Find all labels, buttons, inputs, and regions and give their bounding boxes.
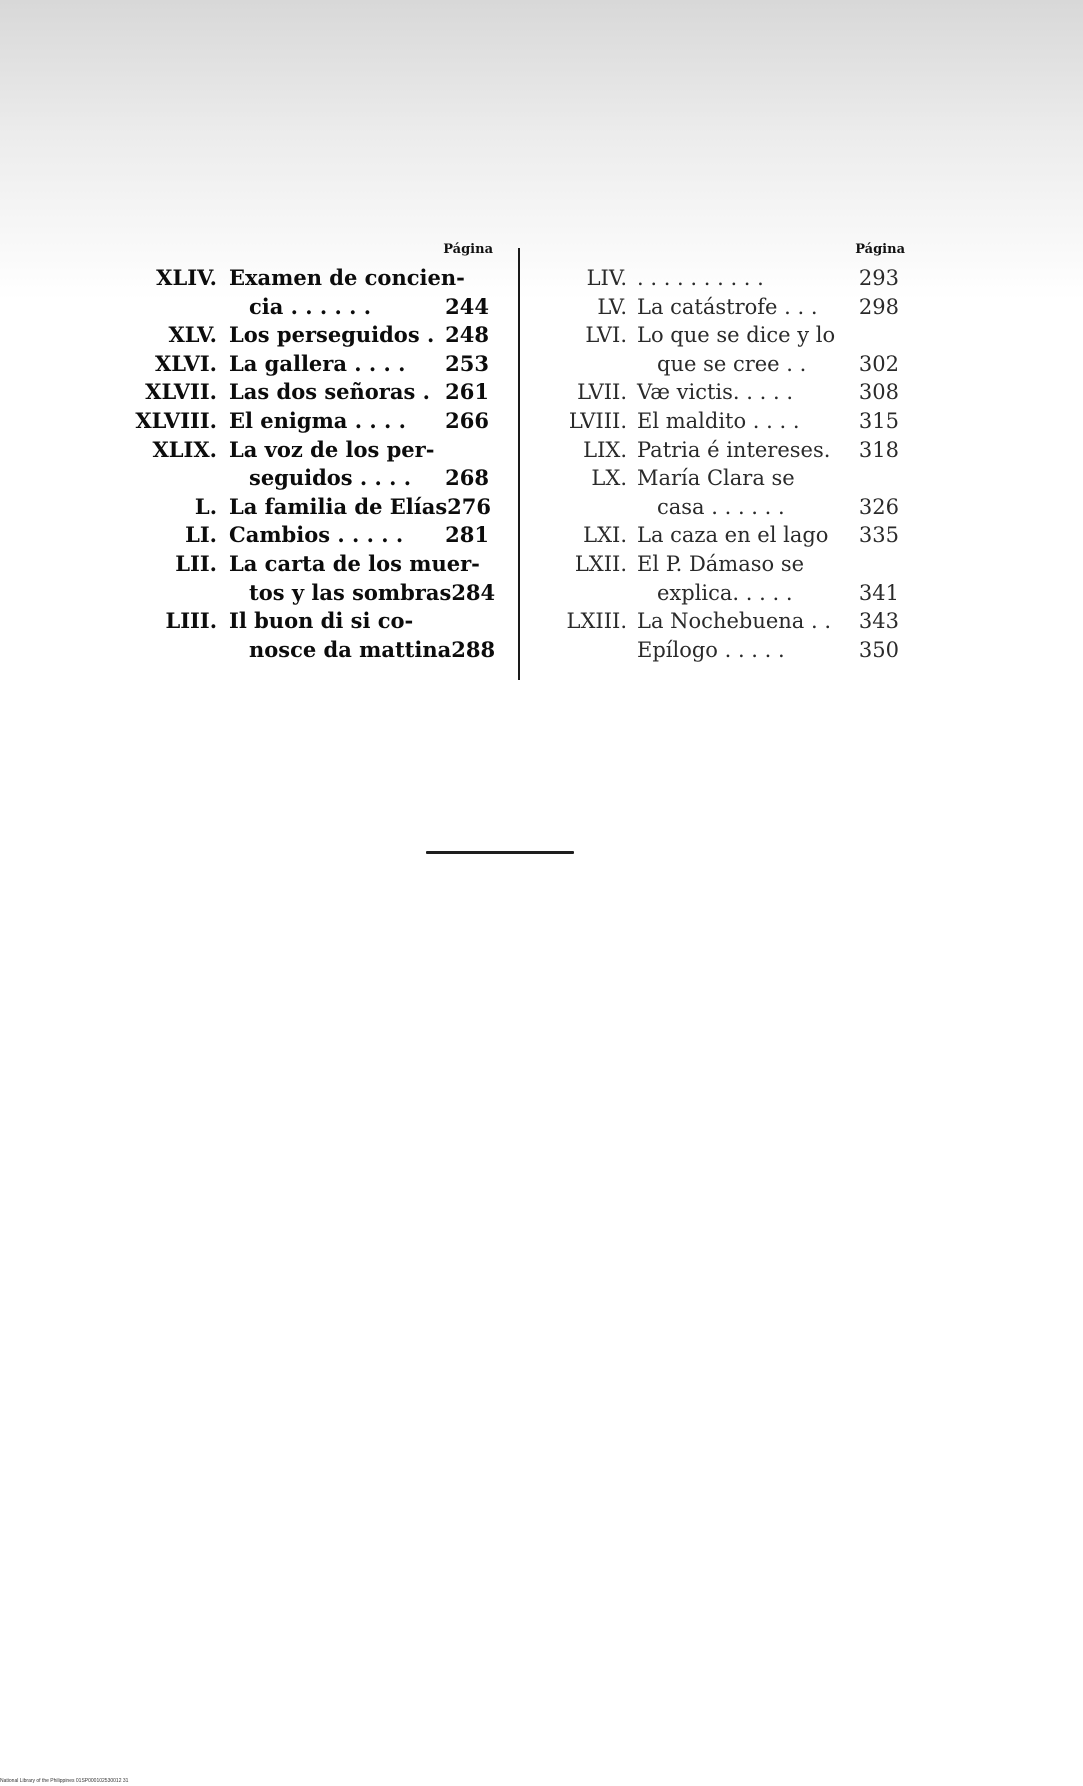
end-rule [426, 851, 574, 854]
chapter-title-block [229, 493, 489, 522]
page-number: 281 [445, 522, 489, 548]
chapter-title-block [637, 636, 899, 665]
toc-entry [553, 293, 933, 322]
chapter-title-block [637, 321, 899, 378]
chapter-title-line [637, 579, 899, 608]
chapter-title-block [637, 407, 899, 436]
chapter-title-text: La catástrofe . . . [637, 294, 818, 319]
chapter-number: LVIII. [568, 408, 627, 433]
chapter-title-line [637, 521, 899, 550]
chapter-title-line [637, 607, 899, 636]
chapter-title-text: cia . . . . . . [249, 293, 372, 319]
page-number: 350 [858, 637, 899, 662]
chapter-title-line [637, 321, 899, 350]
chapter-title-text: Patria é intereses. [637, 437, 831, 462]
toc-entry [553, 436, 933, 465]
chapter-title-line [637, 293, 899, 322]
chapter-title-text: Cambios . . . . . [229, 522, 404, 548]
chapter-title-text: seguidos . . . . [249, 465, 412, 491]
chapter-title-text: . . . . . . . . . . [637, 266, 764, 290]
toc-entry [553, 607, 933, 636]
chapter-number: LIV. [586, 266, 627, 290]
page-number: 248 [445, 322, 489, 348]
chapter-title-block [229, 407, 489, 436]
page-column-header: Página [443, 241, 493, 257]
chapter-number: XLV. [168, 322, 217, 348]
page-number: 268 [445, 465, 489, 491]
chapter-title-text: tos y las sombras [249, 579, 452, 605]
toc-entry [553, 636, 933, 665]
chapter-title-text: La caza en el lago [637, 523, 829, 548]
page-number: 261 [445, 379, 489, 405]
chapter-title-line [229, 293, 489, 322]
toc-entry [553, 521, 933, 550]
chapter-title-line [229, 636, 496, 665]
page-number: 288 [451, 636, 496, 662]
toc-entry [553, 464, 933, 521]
chapter-number: LVII. [577, 380, 627, 405]
chapter-title-text: Lo que se dice y lo [637, 323, 836, 348]
toc-entry [125, 493, 505, 522]
chapter-title-block [637, 521, 899, 550]
chapter-title-block [637, 436, 899, 465]
chapter-title-text: La familia de Elías [229, 493, 448, 519]
chapter-title-text: Væ victis. . . . . [637, 380, 794, 405]
page-number: 318 [858, 437, 899, 462]
chapter-title-line [637, 464, 899, 493]
chapter-number: LX. [591, 466, 627, 491]
chapter-title-block [637, 264, 899, 293]
chapter-title-text: que se cree . . [657, 351, 807, 376]
chapter-title-line [229, 464, 489, 493]
page-number: 302 [858, 351, 899, 376]
toc-entry-list [125, 264, 505, 664]
chapter-title-line [229, 493, 489, 522]
toc-entry [553, 321, 933, 378]
page-column-header: Página [855, 241, 905, 257]
chapter-title-line [229, 264, 489, 293]
chapter-number: XLIV. [156, 265, 217, 290]
chapter-number: XLVIII. [135, 407, 217, 433]
page-number: 315 [858, 408, 899, 433]
chapter-title-text: La carta de los muer- [229, 550, 480, 576]
chapter-title-text: La gallera . . . . [229, 350, 406, 376]
toc-left-column [125, 236, 505, 664]
page-number: 284 [451, 579, 496, 605]
chapter-title-text: La Nochebuena . . [637, 609, 832, 634]
column-divider [518, 248, 520, 680]
chapter-title-line [229, 378, 489, 407]
page-number: 343 [858, 609, 899, 634]
chapter-number: LV. [597, 294, 627, 319]
chapter-title-line [229, 321, 489, 350]
toc-entry [553, 550, 933, 607]
chapter-number: LXIII. [566, 609, 627, 634]
page-number: 253 [445, 350, 489, 376]
chapter-title-block [637, 550, 899, 607]
chapter-number: LXI. [583, 523, 627, 548]
page-number: 341 [858, 580, 899, 605]
page-number: 308 [858, 380, 899, 405]
toc-entry [125, 350, 505, 379]
chapter-title-block [637, 293, 899, 322]
chapter-title-text: La voz de los per- [229, 436, 435, 462]
chapter-title-block [637, 464, 899, 521]
toc-entry [125, 264, 505, 321]
page-number: 326 [858, 494, 899, 519]
chapter-title-line [229, 350, 489, 379]
chapter-number: XLVII. [145, 379, 217, 405]
chapter-title-line [637, 264, 899, 293]
page-number: 266 [445, 407, 489, 433]
chapter-title-text: Las dos señoras . [229, 379, 430, 405]
toc-entry [125, 321, 505, 350]
chapter-number: XLIX. [152, 436, 217, 462]
toc-entry [553, 407, 933, 436]
chapter-title-text: María Clara se [637, 466, 795, 491]
toc-entry [125, 607, 505, 664]
chapter-number: LII. [175, 550, 217, 576]
chapter-title-line [229, 550, 489, 579]
footer-credit: National Library of the Philippines 01SP000102530012 31 [0, 1778, 129, 1784]
chapter-number: LXII. [574, 551, 627, 576]
chapter-number: LIX. [583, 437, 627, 462]
toc-entry [553, 378, 933, 407]
chapter-title-block [229, 550, 496, 607]
toc-entry [125, 550, 505, 607]
toc-entry [125, 521, 505, 550]
toc-entry-list [553, 264, 933, 664]
chapter-title-text: casa . . . . . . [657, 494, 785, 519]
chapter-number: LI. [185, 522, 217, 548]
chapter-number: LVI. [585, 323, 627, 348]
chapter-title-line [637, 407, 899, 436]
chapter-title-line [229, 436, 489, 465]
chapter-title-block [637, 607, 899, 636]
chapter-title-line [229, 407, 489, 436]
chapter-title-block [229, 436, 489, 493]
page-number: 276 [447, 493, 491, 519]
chapter-title-text: Examen de concien- [229, 265, 465, 290]
chapter-title-text: Il buon di si co- [229, 608, 414, 634]
chapter-title-text: El maldito . . . . [637, 408, 800, 433]
chapter-title-block [229, 607, 496, 664]
chapter-title-line [637, 636, 899, 665]
chapter-title-block [229, 321, 489, 350]
chapter-number: LIII. [165, 608, 217, 634]
page-number: 335 [858, 523, 899, 548]
chapter-title-line [229, 521, 489, 550]
chapter-title-block [229, 264, 489, 321]
page-number: 293 [858, 266, 899, 290]
chapter-title-line [637, 378, 899, 407]
chapter-title-line [637, 350, 899, 379]
page-number: 298 [858, 294, 899, 319]
chapter-number: L. [194, 493, 217, 519]
chapter-title-text: Los perseguidos . [229, 322, 435, 348]
chapter-title-text: explica. . . . . [657, 580, 793, 605]
chapter-title-line [637, 436, 899, 465]
toc-entry [125, 378, 505, 407]
chapter-title-block [229, 378, 489, 407]
chapter-title-block [229, 350, 489, 379]
chapter-title-line [637, 493, 899, 522]
toc-entry [125, 407, 505, 436]
chapter-title-line [637, 550, 899, 579]
chapter-title-block [637, 378, 899, 407]
chapter-title-text: El P. Dámaso se [637, 551, 805, 576]
chapter-title-line [229, 607, 489, 636]
toc-entry [553, 264, 933, 293]
chapter-title-text: Epílogo . . . . . [637, 637, 785, 662]
toc-entry [125, 436, 505, 493]
chapter-title-text: nosce da mattina [249, 636, 452, 662]
chapter-title-line [229, 579, 496, 608]
toc-right-column [553, 236, 933, 664]
chapter-title-block [229, 521, 489, 550]
chapter-title-text: El enigma . . . . [229, 407, 406, 433]
chapter-number: XLVI. [155, 350, 217, 376]
page-number: 244 [445, 293, 489, 319]
